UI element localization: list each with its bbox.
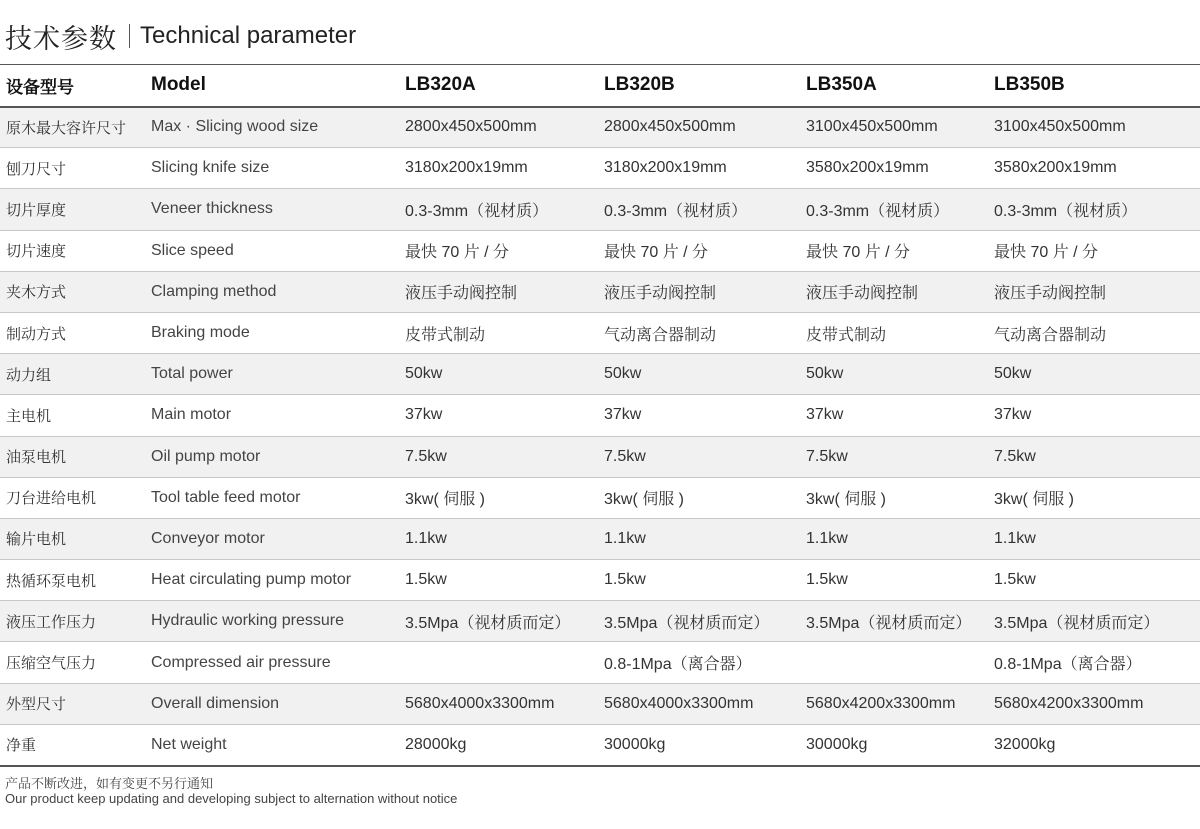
value-cell: 2800x450x500mm [604, 118, 736, 136]
value-cell: 液压手动阀控制 [604, 285, 717, 303]
value-cell: 最快 70 片 / 分 [806, 244, 911, 262]
value-cell: 气动离合器制动 [604, 326, 717, 344]
row-label-en: Clamping method [151, 282, 277, 300]
table-row [0, 395, 1200, 436]
value-cell: 30000kg [604, 735, 666, 753]
table-row [0, 189, 1200, 230]
value-cell: 3580x200x19mm [806, 159, 929, 177]
value-cell: 50kw [806, 365, 844, 383]
value-cell: 3180x200x19mm [604, 159, 727, 177]
value-cell: 气动离合器制动 [994, 326, 1107, 344]
row-label-en: Conveyor motor [151, 529, 265, 547]
value-cell [393, 642, 592, 683]
row-label-en: Oil pump motor [151, 447, 261, 465]
footer-note-cn: 产品不断改进，如有变更不另行通知 [5, 776, 214, 791]
value-cell: 液压手动阀控制 [806, 285, 919, 303]
value-cell: 0.8-1Mpa（离合器） [994, 656, 1142, 674]
row-label-cn: 刀台进给电机 [6, 490, 97, 508]
row-label-cn: 夹木方式 [6, 284, 67, 302]
value-cell: 3kw( 伺服 ) [604, 491, 685, 509]
value-cell: 50kw [604, 365, 642, 383]
row-label-cn: 刨刀尺寸 [6, 160, 67, 178]
page-title [5, 16, 356, 56]
title-divider [129, 24, 130, 48]
value-cell: 0.3-3mm（视材质） [806, 202, 950, 220]
value-cell: 3180x200x19mm [405, 159, 528, 177]
value-cell: 32000kg [994, 735, 1056, 753]
row-label-en: Slice speed [151, 241, 234, 259]
value-cell: 7.5kw [994, 447, 1036, 465]
value-cell: 3kw( 伺服 ) [405, 491, 486, 509]
row-label-en: Overall dimension [151, 694, 280, 712]
table-row [0, 724, 1200, 765]
value-cell: 1.5kw [604, 571, 646, 589]
table-row [0, 148, 1200, 189]
header-model-lb350a: LB350A [806, 74, 877, 96]
row-label-en: Tool table feed motor [151, 488, 301, 506]
value-cell: 0.8-1Mpa（离合器） [604, 656, 752, 674]
value-cell [794, 642, 982, 683]
value-cell: 37kw [806, 406, 844, 424]
value-cell: 3100x450x500mm [806, 118, 938, 136]
row-label-en: Heat circulating pump motor [151, 571, 352, 589]
table-row [0, 601, 1200, 642]
value-cell: 2800x450x500mm [405, 118, 537, 136]
value-cell: 1.1kw [405, 529, 447, 547]
table-row [0, 477, 1200, 518]
title-english: Technical parameter [140, 22, 357, 49]
value-cell: 3.5Mpa（视材质而定） [994, 614, 1160, 632]
table-row [0, 518, 1200, 559]
value-cell: 1.5kw [806, 571, 848, 589]
value-cell: 5680x4200x3300mm [806, 694, 956, 712]
row-label-cn: 压缩空气压力 [6, 655, 97, 673]
row-label-en: Net weight [151, 735, 227, 753]
value-cell: 5680x4000x3300mm [604, 694, 754, 712]
row-label-en: Slicing knife size [151, 159, 270, 177]
table-header-row [0, 65, 1200, 107]
row-label-en: Total power [151, 365, 233, 383]
value-cell: 7.5kw [405, 447, 447, 465]
value-cell: 最快 70 片 / 分 [994, 244, 1099, 262]
table-row [0, 642, 1200, 683]
table-row [0, 560, 1200, 601]
value-cell: 37kw [405, 406, 443, 424]
row-label-en: Braking mode [151, 324, 250, 342]
title-chinese: 技术参数 [5, 23, 117, 54]
value-cell: 3kw( 伺服 ) [994, 491, 1075, 509]
row-label-cn: 主电机 [6, 407, 52, 425]
row-label-cn: 外型尺寸 [6, 696, 67, 714]
value-cell: 7.5kw [604, 447, 646, 465]
spec-table-body [0, 107, 1200, 766]
table-row [0, 312, 1200, 353]
row-label-en: Max · Slicing wood size [151, 118, 319, 136]
value-cell: 1.1kw [994, 529, 1036, 547]
value-cell: 1.5kw [405, 571, 447, 589]
value-cell: 30000kg [806, 735, 868, 753]
row-label-cn: 液压工作压力 [6, 613, 97, 631]
table-row [0, 107, 1200, 148]
value-cell: 3580x200x19mm [994, 159, 1117, 177]
header-model-lb320a: LB320A [405, 74, 476, 96]
value-cell: 3100x450x500mm [994, 118, 1126, 136]
value-cell: 0.3-3mm（视材质） [994, 202, 1138, 220]
header-model-cn: 设备型号 [6, 77, 74, 97]
footer-note [5, 776, 457, 806]
row-label-en: Hydraulic working pressure [151, 612, 344, 630]
value-cell: 液压手动阀控制 [994, 285, 1107, 303]
value-cell: 3.5Mpa（视材质而定） [604, 614, 770, 632]
table-row [0, 683, 1200, 724]
value-cell: 1.1kw [604, 529, 646, 547]
value-cell: 3.5Mpa（视材质而定） [806, 614, 972, 632]
row-label-cn: 制动方式 [6, 325, 67, 343]
value-cell: 0.3-3mm（视材质） [405, 202, 549, 220]
value-cell: 5680x4000x3300mm [405, 694, 555, 712]
row-label-cn: 净重 [6, 737, 37, 755]
row-label-cn: 切片厚度 [6, 201, 67, 219]
value-cell: 1.1kw [806, 529, 848, 547]
value-cell: 皮带式制动 [405, 326, 486, 344]
row-label-cn: 原木最大容许尺寸 [6, 119, 127, 137]
header-model-lb320b: LB320B [604, 74, 675, 96]
header-model-en: Model [151, 74, 206, 96]
spec-table [0, 64, 1200, 767]
value-cell: 最快 70 片 / 分 [604, 244, 709, 262]
header-model-lb350b: LB350B [994, 74, 1065, 96]
table-row [0, 271, 1200, 312]
value-cell: 皮带式制动 [806, 326, 887, 344]
row-label-cn: 输片电机 [6, 531, 67, 549]
row-label-cn: 油泵电机 [6, 449, 67, 467]
value-cell: 3.5Mpa（视材质而定） [405, 614, 571, 632]
value-cell: 7.5kw [806, 447, 848, 465]
value-cell: 1.5kw [994, 571, 1036, 589]
row-label-cn: 切片速度 [6, 243, 67, 261]
row-label-en: Veneer thickness [151, 200, 273, 218]
value-cell: 5680x4200x3300mm [994, 694, 1144, 712]
value-cell: 0.3-3mm（视材质） [604, 202, 748, 220]
row-label-cn: 热循环泵电机 [6, 572, 97, 590]
value-cell: 37kw [604, 406, 642, 424]
table-row [0, 354, 1200, 395]
value-cell: 液压手动阀控制 [405, 285, 518, 303]
value-cell: 50kw [994, 365, 1032, 383]
value-cell: 28000kg [405, 735, 467, 753]
table-row [0, 436, 1200, 477]
row-label-cn: 动力组 [6, 366, 52, 384]
value-cell: 3kw( 伺服 ) [806, 491, 887, 509]
value-cell: 37kw [994, 406, 1032, 424]
value-cell: 最快 70 片 / 分 [405, 244, 510, 262]
value-cell: 50kw [405, 365, 443, 383]
table-row [0, 230, 1200, 271]
row-label-en: Compressed air pressure [151, 653, 331, 671]
row-label-en: Main motor [151, 406, 232, 424]
footer-note-en: Our product keep updating and developing subject to alternation without notice [5, 791, 458, 806]
